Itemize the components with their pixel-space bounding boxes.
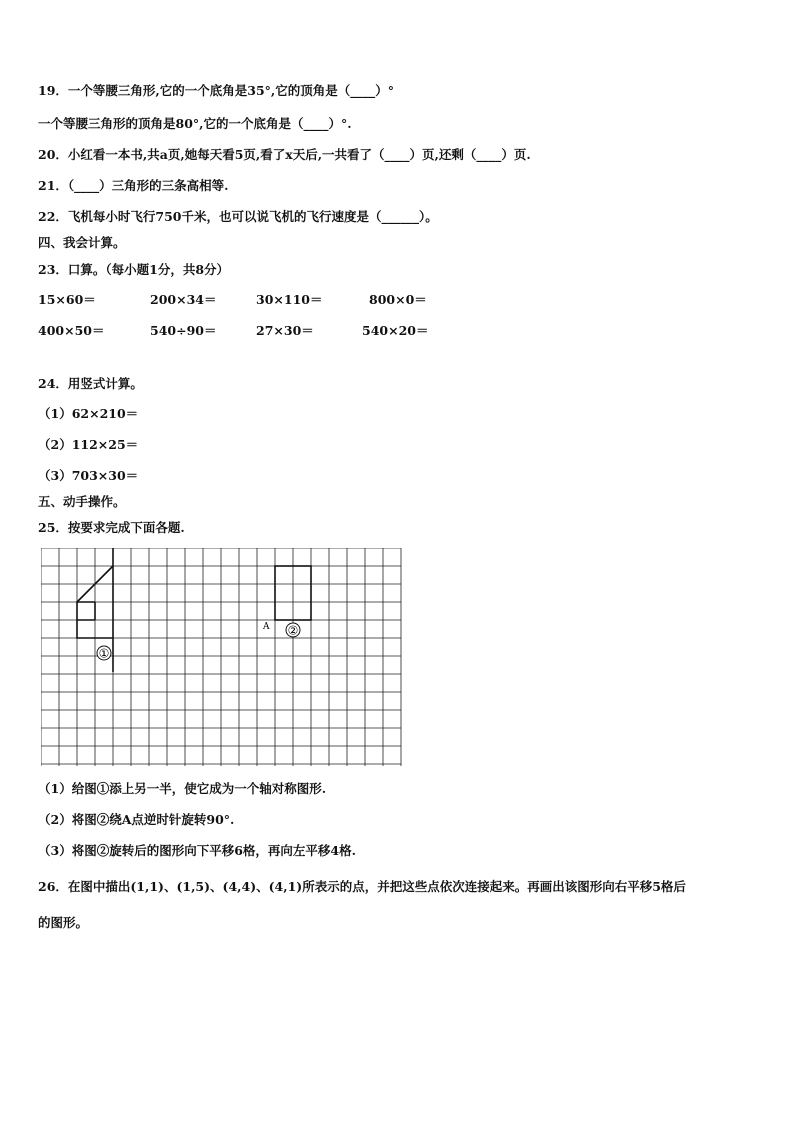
question-25-3: （3）将图②旋转后的图形向下平移6格，再向左平移4格. [38, 843, 356, 858]
figure-1-label: ① [98, 646, 110, 661]
calc-item: 540×20＝ [362, 323, 429, 338]
calc-item: 30×110＝ [256, 292, 323, 307]
question-24: 24．用竖式计算。 [38, 376, 143, 391]
section-4-heading: 四、我会计算。 [38, 235, 126, 250]
question-22: 22．飞机每小时飞行750千米，也可以说飞机的飞行速度是（______）。 [38, 209, 438, 224]
calc-item: 400×50＝ [38, 323, 105, 338]
question-21: 21．（____）三角形的三条高相等. [38, 178, 229, 193]
figure-2-label: ② [287, 623, 299, 638]
calc-item: 540÷90＝ [150, 323, 217, 338]
question-25-1: （1）给图①添上另一半，使它成为一个轴对称图形. [38, 781, 327, 796]
question-24-1: （1）62×210＝ [38, 406, 139, 421]
calc-item: 200×34＝ [150, 292, 217, 307]
question-19a: 19．一个等腰三角形,它的一个底角是35°,它的顶角是（____）° [38, 83, 394, 98]
question-25: 25．按要求完成下面各题. [38, 520, 185, 535]
point-a-label: A [263, 622, 270, 632]
calc-item: 15×60＝ [38, 292, 96, 307]
calc-item: 800×0＝ [369, 292, 427, 307]
calc-item: 27×30＝ [256, 323, 314, 338]
question-25-2: （2）将图②绕A点逆时针旋转90°. [38, 812, 235, 827]
question-24-2: （2）112×25＝ [38, 437, 139, 452]
question-24-3: （3）703×30＝ [38, 468, 139, 483]
question-23: 23．口算。（每小题1分，共8分） [38, 262, 230, 277]
question-26-line1: 26．在图中描出(1,1)、(1,5)、(4,4)、(4,1)所表示的点，并把这些点依次连接起来。再画出该图形向右平移5格后 [38, 879, 686, 894]
square-grid [41, 548, 403, 766]
question-20: 20．小红看一本书,共a页,她每天看5页,看了x天后,一共看了（____）页,还剩（____）页. [38, 147, 531, 162]
question-19b: 一个等腰三角形的顶角是80°,它的一个底角是（____）°. [38, 116, 352, 131]
question-26-line2: 的图形。 [38, 915, 89, 930]
section-5-heading: 五、动手操作。 [38, 494, 126, 509]
